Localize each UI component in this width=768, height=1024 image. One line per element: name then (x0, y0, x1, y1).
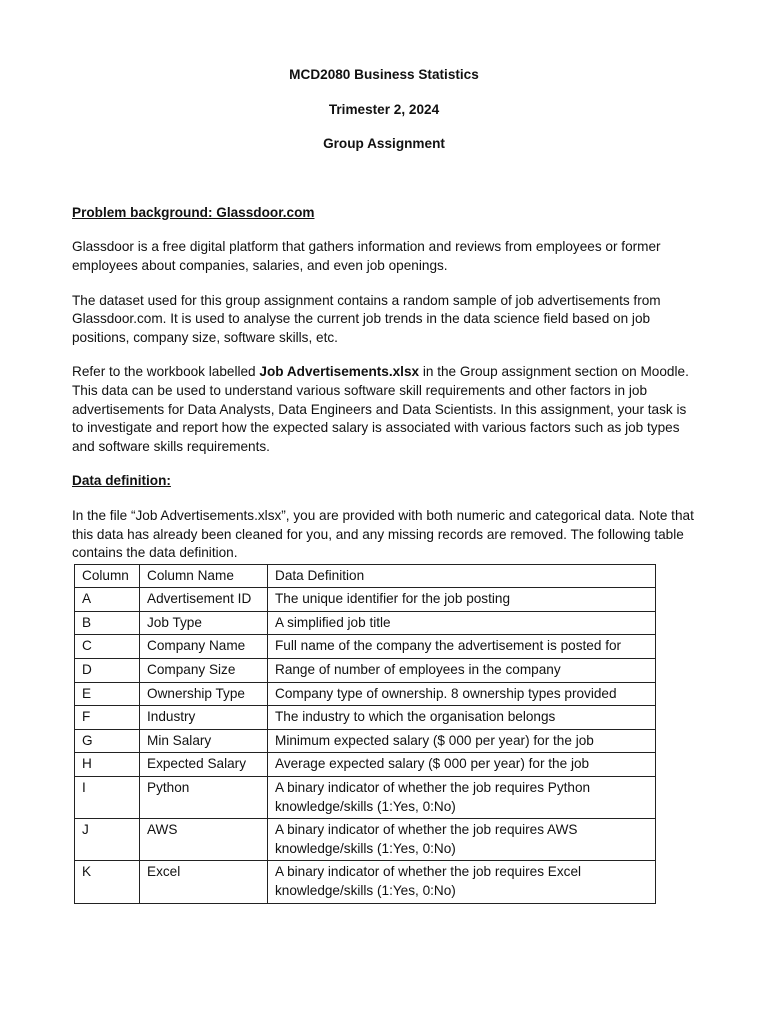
cell-column: E (75, 682, 140, 706)
data-definition-intro: In the file “Job Advertisements.xlsx”, you are provided with both numeric and categorical data. Note that this data has already been cleaned for you, and any missing records are removed. The following table contains the data definition. (72, 507, 694, 561)
cell-column: D (75, 659, 140, 683)
cell-column-name: Company Size (140, 659, 268, 683)
cell-definition: A binary indicator of whether the job requires AWS knowledge/skills (1:Yes, 0:No) (268, 819, 656, 861)
cell-definition: Range of number of employees in the company (268, 659, 656, 683)
table-row (75, 659, 656, 683)
cell-column: A (75, 588, 140, 612)
table-row (75, 706, 656, 730)
cell-definition: Average expected salary ($ 000 per year) for the job (268, 753, 656, 777)
cell-definition: A binary indicator of whether the job requires Python knowledge/skills (1:Yes, 0:No) (268, 777, 656, 819)
cell-definition: The industry to which the organisation belongs (268, 706, 656, 730)
table-row (75, 635, 656, 659)
cell-column-name: Excel (140, 861, 268, 903)
background-heading: Problem background: Glassdoor.com (72, 204, 315, 220)
background-paragraph-1: Glassdoor is a free digital platform that gathers information and reviews from employees or former employees about companies, salaries, and even job openings. (72, 239, 661, 273)
table-row (75, 861, 656, 903)
cell-column: G (75, 729, 140, 753)
cell-column: K (75, 861, 140, 903)
cell-definition: A simplified job title (268, 611, 656, 635)
cell-column-name: Ownership Type (140, 682, 268, 706)
term-title: Trimester 2, 2024 (328, 101, 440, 117)
cell-column: B (75, 611, 140, 635)
assignment-title: Group Assignment (323, 136, 445, 152)
cell-column: C (75, 635, 140, 659)
cell-definition: Company type of ownership. 8 ownership types provided (268, 682, 656, 706)
header-cell-column: Column (75, 564, 140, 588)
cell-column-name: Job Type (140, 611, 268, 635)
cell-column: H (75, 753, 140, 777)
data-definition-table (74, 564, 656, 904)
cell-column-name: Advertisement ID (140, 588, 268, 612)
para3-text-before: Refer to the workbook labelled (72, 364, 260, 380)
cell-column: I (75, 777, 140, 819)
header-cell-data-definition: Data Definition (268, 564, 656, 588)
background-paragraph-2: The dataset used for this group assignment contains a random sample of job advertisements from Glassdoor.com. It is used to analyse the current job trends in the data science field based on job positions, company size, software skills, etc. (72, 292, 661, 345)
data-definition-heading: Data definition: (72, 473, 171, 489)
cell-column-name: Min Salary (140, 729, 268, 753)
table-header-row (75, 564, 656, 588)
document-page (72, 66, 696, 904)
cell-definition: A binary indicator of whether the job requires Excel knowledge/skills (1:Yes, 0:No) (268, 861, 656, 903)
cell-column-name: Expected Salary (140, 753, 268, 777)
cell-column-name: Industry (140, 706, 268, 730)
para3-text-after: in the Group assignment section on Moodle. This data can be used to understand various software skill requirements and other factors in job advertisements for Data Analysts, Data Engineers and Data Scientists. In this assignment, your task is to investigate and report how the expected salary is associated with various factors such as job types and software skills requirements. (72, 364, 689, 454)
cell-column-name: Python (140, 777, 268, 819)
header-cell-column-name: Column Name (140, 564, 268, 588)
table-row (75, 729, 656, 753)
table-row (75, 682, 656, 706)
table-row (75, 588, 656, 612)
table-row (75, 753, 656, 777)
cell-column: J (75, 819, 140, 861)
cell-definition: The unique identifier for the job posting (268, 588, 656, 612)
workbook-name: Job Advertisements.xlsx (259, 364, 420, 380)
cell-column-name: Company Name (140, 635, 268, 659)
table-row (75, 611, 656, 635)
cell-column: F (75, 706, 140, 730)
table-row (75, 819, 656, 861)
cell-definition: Minimum expected salary ($ 000 per year) for the job (268, 729, 656, 753)
background-paragraph-3 (72, 363, 696, 456)
course-title: MCD2080 Business Statistics (289, 67, 479, 82)
cell-definition: Full name of the company the advertisement is posted for (268, 635, 656, 659)
cell-column-name: AWS (140, 819, 268, 861)
table-row (75, 777, 656, 819)
